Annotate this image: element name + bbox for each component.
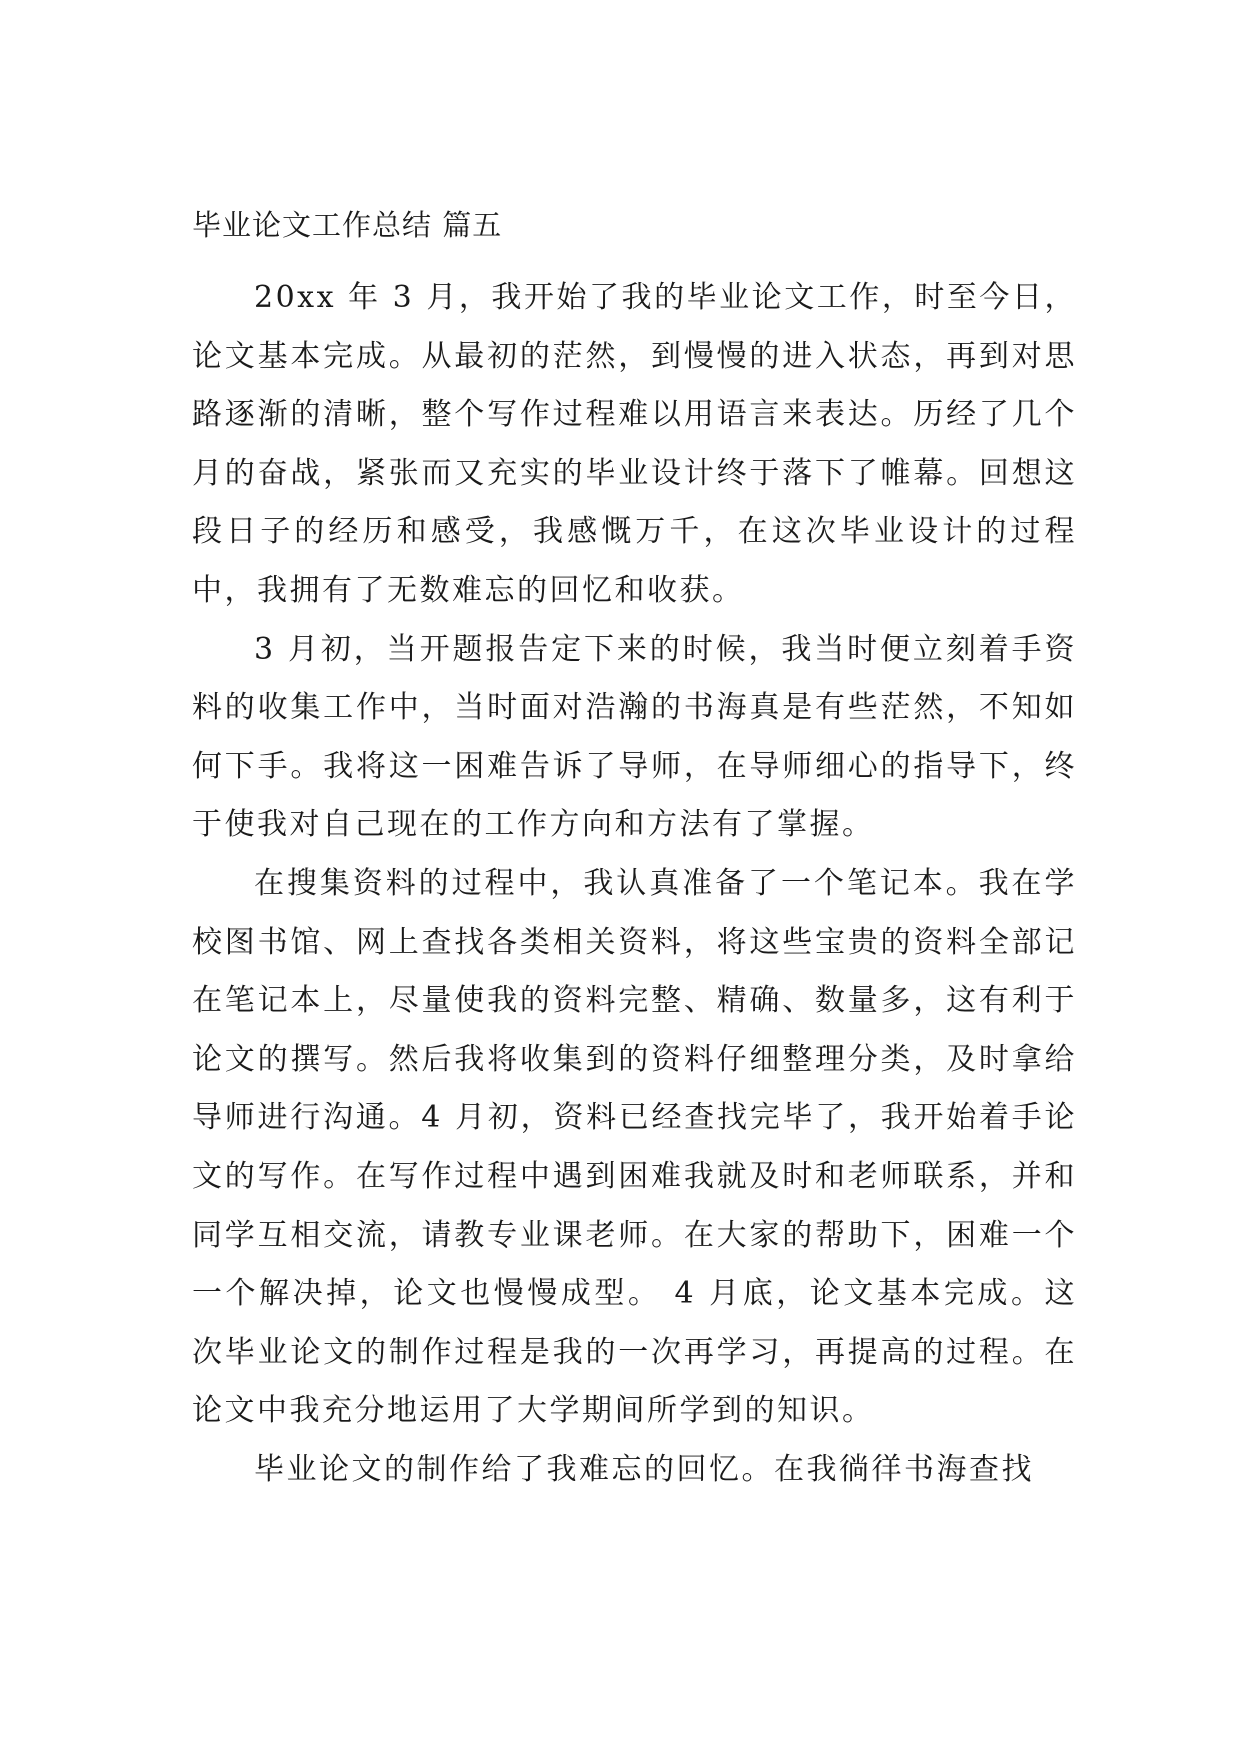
document-title: 毕业论文工作总结 篇五 — [192, 208, 503, 242]
paragraph-2: 3 月初，当开题报告定下来的时候，我当时便立刻着手资料的收集工作中，当时面对浩瀚的书海真是有些茫然，不知如何下手。我将这一困难告诉了导师，在导师细心的指导下，终于使我对自己现在的工作方向和方法有了掌握。 — [192, 631, 1077, 843]
document-body — [192, 207, 1077, 1499]
paragraph-1: 20xx 年 3 月，我开始了我的毕业论文工作，时至今日，论文基本完成。从最初的茫然，到慢慢的进入状态，再到对思路逐渐的清晰，整个写作过程难以用语言来表达。历经了几个月的奋战，紧张而又充实的毕业设计终于落下了帷幕。回想这段日子的经历和感受，我感慨万千，在这次毕业设计的过程中，我拥有了无数难忘的回忆和收获。 — [192, 280, 1077, 608]
paragraph-4: 毕业论文的制作给了我难忘的回忆。在我徜徉书海查找 — [254, 1451, 1034, 1487]
paragraph-3: 在搜集资料的过程中，我认真准备了一个笔记本。我在学校图书馆、网上查找各类相关资料，将这些宝贵的资料全部记在笔记本上，尽量使我的资料完整、精确、数量多，这有利于论文的撰写。然后我将收集到的资料仔细整理分类，及时拿给导师进行沟通。4 月初，资料已经查找完毕了，我开始着手论文的写作。在写作过程中遇到困难我就及时和老师联系，并和同学互相交流，请教专业课老师。在大家的帮助下，困难一个一个解决掉，论文也慢慢成型。 4 月底，论文基本完成。这次毕业论文的制作过程是我的一次再学习，再提高的过程。在论文中我充分地运用了大学期间所学到的知识。 — [192, 865, 1077, 1429]
